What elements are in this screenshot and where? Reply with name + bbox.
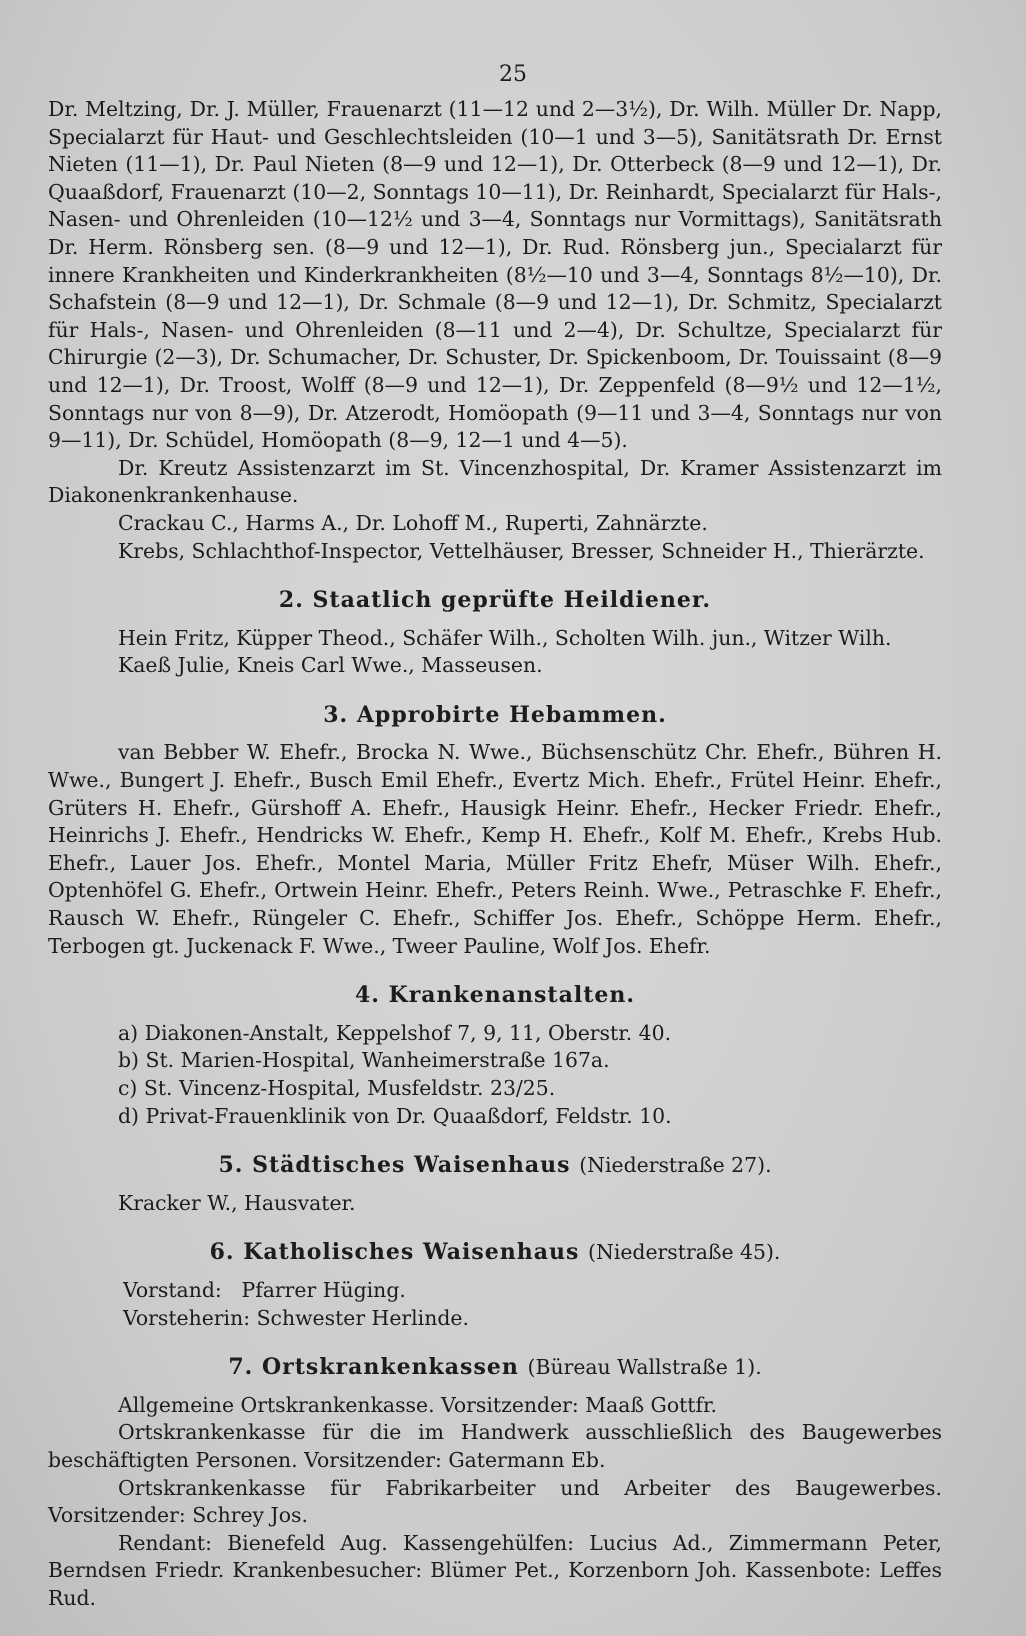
kasse-paragraph: Allgemeine Ortskrankenkasse. Vorsitzender: Maaß Gottfr. (118, 1392, 718, 1417)
kasse-paragraph: Ortskrankenkasse für die im Handwerk ausschließlich des Baugewerbes beschäftigten Personen. Vorsitzender: Gatermann Eb. (48, 1420, 942, 1472)
section-title: 6. Katholisches Waisenhaus (209, 1239, 580, 1266)
vets-paragraph: Krebs, Schlachthof-Inspector, Vettelhäuser, Bresser, Schneider H., Thierärzte. (118, 538, 925, 563)
page-number: 25 (499, 62, 527, 87)
page-content (48, 96, 942, 1613)
list-item: c) St. Vincenz-Hospital, Musfeldstr. 23/25. (118, 1076, 556, 1100)
section-title: 7. Ortskrankenkassen (228, 1354, 519, 1381)
hebammen-paragraph: van Bebber W. Ehefr., Brocka N. Wwe., Büchsenschütz Chr. Ehefr., Bühren H. Wwe., Bungert J. Ehefr., Busch Emil Ehefr., Evertz Mich. Ehefr., Frütel Heinr. Ehefr., Grüters H. Ehefr., Gürshoff A. Ehefr., Hausigk Heinr. Ehefr., Hecker Friedr. Ehefr., Heinrichs J. Ehefr., Hendricks W. Ehefr., Kemp H. Ehefr., Kolf M. Ehefr., Krebs Hub. Ehefr., Lauer Jos. Ehefr., Montel Maria, Müller Fritz Ehefr, Müser Wilh. Ehefr., Optenhöfel G. Ehefr., Ortwein Heinr. Ehefr., Peters Reinh. Wwe., Petraschke F. Ehefr., Rausch W. Ehefr., Rüngeler C. Ehefr., Schiffer Jos. Ehefr., Schöppe Herm. Ehefr., Terbogen gt. Juckenack F. Wwe., Tweer Pauline, Wolf Jos. Ehefr. (48, 740, 942, 958)
dentists-paragraph: Crackau C., Harms A., Dr. Lohoff M., Ruperti, Zahnärzte. (118, 510, 708, 535)
waisenhaus-staff (48, 1277, 942, 1332)
staff-row (123, 1277, 942, 1305)
section-address: (Niederstraße 27). (579, 1153, 772, 1178)
section-heading-krankenanstalten: 4. Krankenanstalten. (354, 982, 636, 1009)
masseusen-line: Kaeß Julie, Kneis Carl Wwe., Masseusen. (118, 653, 543, 678)
assistants-paragraph: Dr. Kreutz Assistenzarzt im St. Vincenzhospital, Dr. Kramer Assistenzarzt im Diakonenkrankenhause. (48, 455, 942, 508)
kasse-paragraph: Rendant: Bienefeld Aug. Kassengehülfen: Lucius Ad., Zimmermann Peter, Berndsen Friedr. Krankenbesucher: Blümer Pet., Korzenborn Joh. Kassenbote: Leffes Rud. (48, 1530, 942, 1610)
doctors-paragraph: Dr. Meltzing, Dr. J. Müller, Frauenarzt (11—12 und 2—3½), Dr. Wilh. Müller Dr. Napp, Specialarzt für Haut- und Geschlechtsleiden (10—1 und 3—5), Sanitätsrath Dr. Ernst Nieten (11—1), Dr. Paul Nieten (8—9 und 12—1), Dr. Otterbeck (8—9 und 12—1), Dr. Quaaßdorf, Frauenarzt (10—2, Sonntags 10—11), Dr. Reinhardt, Specialarzt für Hals-, Nasen- und Ohrenleiden (10—12½ und 3—4, Sonntags nur Vormittags), Sanitätsrath Dr. Herm. Rönsberg sen. (8—9 und 12—1), Dr. Rud. Rönsberg jun., Specialarzt für innere Krankheiten und Kinderkrankheiten (8½—10 und 3—4, Sonntags 8½—10), Dr. Schafstein (8—9 und 12—1), Dr. Schmale (8—9 und 12—1), Dr. Schmitz, Specialarzt für Hals-, Nasen- und Ohrenleiden (8—11 und 2—4), Dr. Schultze, Specialarzt für Chirurgie (2—3), Dr. Schumacher, Dr. Schuster, Dr. Spickenboom, Dr. Touissaint (8—9 und 12—1), Dr. Troost, Wolff (8—9 und 12—1), Dr. Zeppenfeld (8—9½ und 12—1½, Sonntags nur von 8—9), Dr. Atzerodt, Homöopath (9—11 und 3—4, Sonntags nur von 9—11), Dr. Schüdel, Homöopath (8—9, 12—1 und 4—5). (48, 97, 943, 453)
section-title: 5. Städtisches Waisenhaus (218, 1152, 571, 1179)
section-heading-waisenhaus-katholisch (48, 1239, 942, 1267)
heildiener-line: Hein Fritz, Küpper Theod., Schäfer Wilh., Scholten Wilh. jun., Witzer Wilh. (118, 625, 892, 650)
kasse-paragraph: Ortskrankenkasse für Fabrikarbeiter und Arbeiter des Baugewerbes. Vorsitzender: Schrey Jos. (48, 1475, 942, 1528)
staff-value: Pfarrer Hüging. (241, 1277, 406, 1302)
list-item: a) Diakonen-Anstalt, Keppelshof 7, 9, 11, Oberstr. 40. (118, 1020, 672, 1045)
krankenanstalten-list (48, 1020, 942, 1130)
staff-row (123, 1305, 942, 1333)
section-heading-hebammen: 3. Approbirte Hebammen. (323, 701, 667, 728)
section-heading-waisenhaus-staedtisch (48, 1152, 942, 1180)
staff-value: Schwester Herlinde. (256, 1305, 469, 1330)
section-address: (Niederstraße 45). (588, 1240, 781, 1265)
list-item: b) St. Marien-Hospital, Wanheimerstraße 167a. (118, 1048, 610, 1073)
section-address: (Büreau Wallstraße 1). (527, 1355, 762, 1380)
staff-label: Vorstand: (123, 1277, 222, 1302)
list-item: d) Privat-Frauenklinik von Dr. Quaaßdorf, Feldstr. 10. (118, 1103, 672, 1128)
section-heading-ortskrankenkassen (48, 1354, 942, 1382)
hausvater-line: Kracker W., Hausvater. (118, 1190, 356, 1215)
section-heading-heildiener: 2. Staatlich geprüfte Heildiener. (278, 587, 712, 614)
staff-label: Vorsteherin: (123, 1305, 251, 1330)
